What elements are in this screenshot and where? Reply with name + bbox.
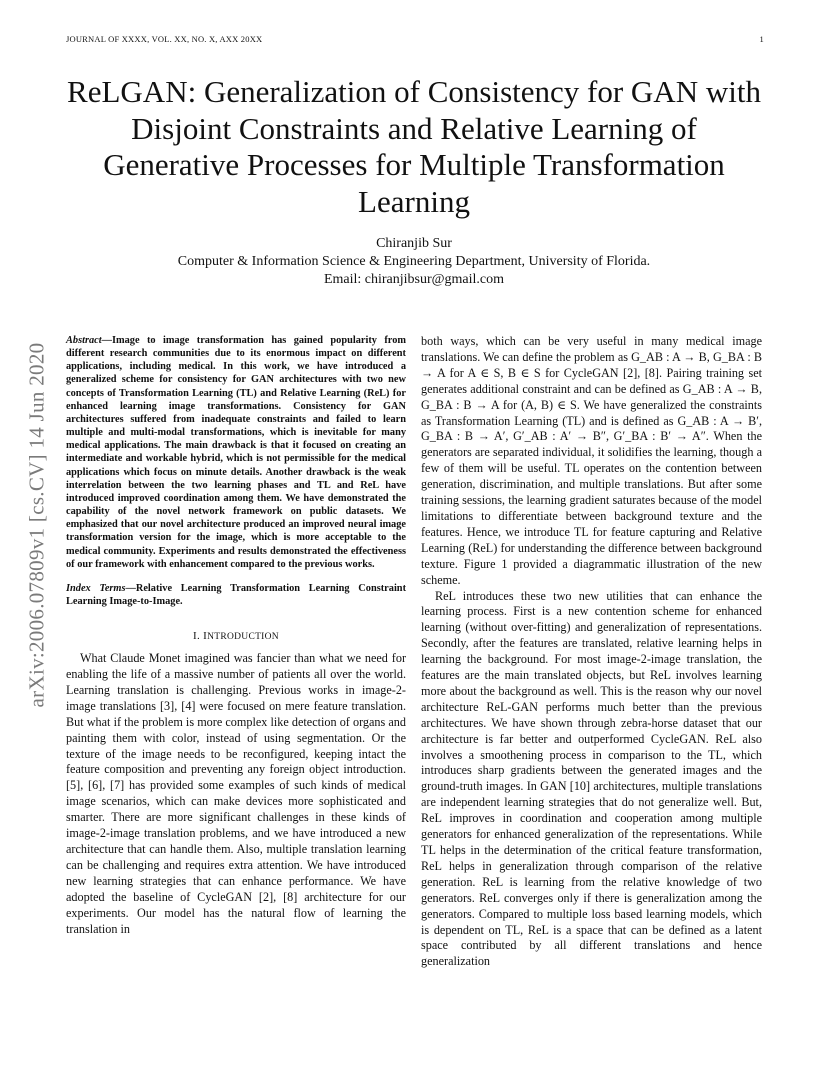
body-paragraph-continued: both ways, which can be very useful in many medical image translations. We can define the problem as G_AB : A → B, G_BA : B → A for A ∈ S, B ∈ S for CycleGAN [2], [8]. Pairing training set generates additional constraint and can be defined as G_AB : A → B, G_BA : B → A for (A, B) ∈ S. We have generalized the constraints as Transformation Learning (TL) and is defined as G_AB : A → B′, G_BA : B → A′, G′_AB : A′ → B″, G′_BA : B′ → A″. When the generators are separated individual, it solidifies the learning, though a few of them will be useful. TL operates on the contention between generation, discrimination, and multiple translations. But after some training sessions, the learning gradient saturates because of the model limitations to differentiate between background texture and the features. Hence, we introduce TL for feature capturing and Relative Learning (ReL) for understanding the difference between background texture. Figure 1 provided a diagrammatic illustration of the new scheme. <box>421 334 762 587</box>
arxiv-identifier: arXiv:2006.07809v1 [cs.CV] 14 Jun 2020 <box>24 342 49 708</box>
running-header <box>66 34 764 48</box>
index-terms-text: —Relative Learning Transformation Learning Constraint Learning Image-to-Image. <box>66 582 407 607</box>
author-email: Email: chiranjibsur@gmail.com <box>323 272 505 287</box>
right-column <box>421 334 762 970</box>
abstract <box>66 334 406 571</box>
author-name: Chiranjib Sur <box>376 236 452 251</box>
page-number: 1 <box>759 34 764 44</box>
abstract-text: —Image to image transformation has gained popularity from different research communities due to its enormous impact on different applications, including medical. In this work, we have introduced a generalized scheme for consistency for GAN architectures with two new concepts of Transformation Learning (TL) and Relative Learning (ReL) for enhanced learning image transformations. Consistency for GAN architectures suffered from inadequate constraints and failed to learn multiple and multi-modal transformations, which is inevitable for many medical applications. The main drawback is that it focused on creating an intermediate and workable hybrid, which is not permissible for the medical applications which focus on minute details. Another drawback is the weak interrelation between the two learning phases and TL and ReL have introduced improved coordination among them. We have demonstrated the capability of the novel network framework on public datasets. We emphasized that our novel architecture produced an improved neural image transformation version for the image, which is more acceptable to the medical community. Experiments and results demonstrated the effectiveness of our framework with enhancement compared to the previous works. <box>66 335 406 570</box>
abstract-label: Abstract <box>66 335 102 346</box>
section-heading-introduction: I. INTRODUCTION <box>193 630 279 643</box>
intro-paragraph: What Claude Monet imagined was fancier than what we need for enabling the life of a massive number of patients all over the world. Learning translation is challenging. Previous works in image-2-image translations [3], [4] were focused on mere feature translation. But what if the problem is more complex like detection of organs and painting them with color, instead of using segmentation. Or the texture of the image needs to be reconfigured, keeping intact the feature composition and preventing any foreign object introduction. [5], [6], [7] has provided some examples of such kinds of medical image scenarios, which can make devices more sophisticated and smarter. There are more significant challenges in these kinds of image-2-image translation problems, and we have introduced a new architecture that can handle them. Also, multiple translation learning can be challenging and requires extra attention. We have introduced new learning strategies that can enhance performance. We have adopted the baseline of CycleGAN [2], [8] architecture for our experiments. Our model has the natural flow of learning the translation in <box>66 651 406 936</box>
author-affiliation: Computer & Information Science & Engineering Department, University of Florida. <box>177 254 651 269</box>
body-paragraph-rel: ReL introduces these two new utilities that can enhance the learning process. First is a new contention scheme for enhanced learning (without over-fitting) and generalization of representations. Secondly, after the features are translated, relative learning helps in learning the background. For most image-2-image translation, the features are the main translated objects, but ReL involves learning more about the background as well. This is the reason why our novel architecture ReL-GAN performs much better than the previous architectures. We have shown through zebra-horse dataset that our architecture is far better and outperformed CycleGAN. ReL also involves a smoothening process in comparison to the TL, which introduces sharp gradients between the generated images and the ground-truth images. In GAN [10] architectures, multiple translations are independent learning strategies that do not generalize well. But, ReL improves in coordination and cooperation among multiple generators for enhanced generalization of the representations. While TL helps in the determination of the critical feature transformation, ReL helps in generalization through comparison of the relative generation. ReL is learning from the relative knowledge of two generators. ReL converges only if there is generalization among the generators. Compared to multiple loss based learning models, which is dependent on TL, ReL is a space that can be defined as a latent space contributed by all different translations and hence generalization <box>421 588 762 969</box>
index-terms-label: Index Terms <box>66 582 126 594</box>
left-column <box>66 334 406 937</box>
index-terms <box>66 582 406 608</box>
journal-name: JOURNAL OF XXXX, VOL. XX, NO. X, AXX 20XX <box>66 34 263 44</box>
arxiv-stamp <box>24 290 50 760</box>
paper-title: ReLGAN: Generalization of Consistency for GAN with Disjoint Constraints and Relative Learning of Generative Processes for Multiple Transformation Learning <box>67 74 761 219</box>
